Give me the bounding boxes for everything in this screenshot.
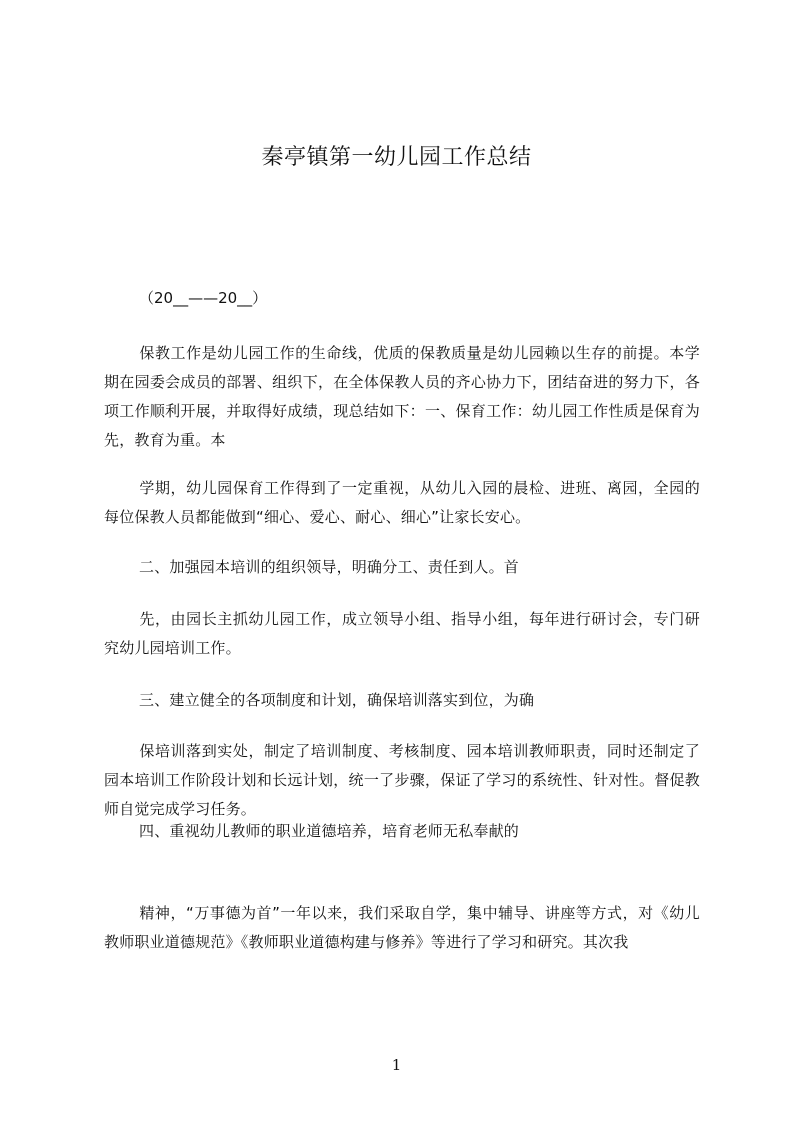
paragraph-6-text: 保培训落到实处，制定了培训制度、考核制度、园本培训教师职责，同时还制定了园本培训工作阶段计划和长远计划，统一了步骤，保证了学习的系统性、针对性。督促教师自觉完成学习任务。	[104, 742, 700, 818]
paragraph-8	[104, 899, 700, 957]
paragraph-4-text: 先，由园长主抓幼儿园工作，成立领导小组、指导小组，每年进行研讨会，专门研究幼儿园培训工作。	[104, 610, 700, 657]
paragraph-7-text: 四、重视幼儿教师的职业道德培养，培育老师无私奉献的	[139, 822, 520, 840]
paragraph-1-text: 保教工作是幼儿园工作的生命线，优质的保教质量是幼儿园赖以生存的前提。本学期在园委会成员的部署、组织下，在全体保教人员的齐心协力下，团结奋进的努力下，各项工作顺利开展，并取得好成绩，现总结如下：一、保育工作：幼儿园工作性质是保育为先，教育为重。本	[104, 344, 700, 449]
paragraph-7	[104, 817, 700, 846]
paragraph-3	[104, 553, 700, 582]
paragraph-1	[104, 339, 700, 455]
document-title: 秦亭镇第一幼儿园工作总结	[261, 145, 532, 170]
page-number: 1	[391, 1056, 402, 1074]
paragraph-2-text: 学期，幼儿园保育工作得到了一定重视，从幼儿入园的晨检、进班、离园，全园的每位保教人员都能做到“细心、爱心、耐心、细心”让家长安心。	[104, 479, 700, 526]
date-range: （20__——20__）	[139, 289, 268, 307]
paragraph-8-text: 精神，“万事德为首”一年以来，我们采取自学，集中辅导、讲座等方式，对《幼儿教师职业道德规范》《教师职业道德构建与修养》等进行了学习和研究。其次我	[104, 904, 700, 951]
paragraph-2	[104, 474, 700, 532]
paragraph-5	[104, 686, 700, 715]
paragraph-4	[104, 605, 700, 663]
paragraph-3-text: 二、加强园本培训的组织领导，明确分工、责任到人。首	[139, 558, 520, 576]
paragraph-5-text: 三、建立健全的各项制度和计划，确保培训落实到位，为确	[139, 691, 535, 709]
paragraph-6	[104, 737, 700, 824]
